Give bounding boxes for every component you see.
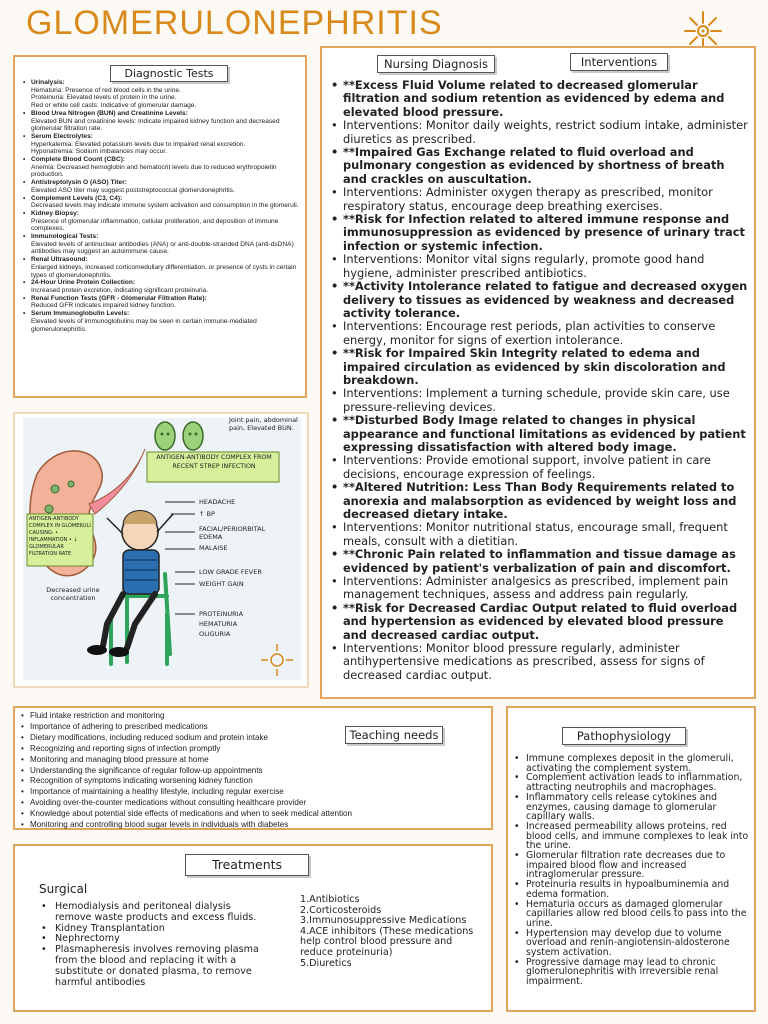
medical-item: 4.ACE inhibitors (These medications help control blood pressure and reduce proteinuria) — [300, 925, 474, 958]
pathophysiology-heading: Pathophysiology — [562, 727, 686, 745]
page-title: GLOMERULONEPHRITIS — [26, 4, 443, 42]
patho-item: • Hypertension may develop due to volume overload and renin-angiotensin-aldosterone system activation. — [512, 929, 750, 958]
nursing-diagnosis-panel — [320, 46, 756, 699]
symptom-weight-gain: WEIGHT GAIN — [199, 580, 244, 588]
nursing-item: • Interventions: Provide emotional support, involve patient in care decisions, encourage expression of feelings. — [328, 454, 748, 481]
diagnostic-line: • Renal Ultrasound: — [22, 256, 300, 264]
nursing-item: • **Disturbed Body Image related to changes in physical appearance and functional limitations as evidenced by patient expressing dissatisfaction with altered body image. — [328, 414, 748, 454]
nursing-item: • **Risk for Impaired Skin Integrity related to edema and impaired circulation as evidenced by skin discoloration and breakdown. — [328, 347, 748, 387]
pathophysiology-list — [512, 754, 750, 987]
surgical-label: Surgical — [39, 882, 88, 896]
patho-item: • Complement activation leads to inflammation, attracting neutrophils and macrophages. — [512, 773, 750, 792]
diagnostic-line: Elevated levels of immunoglobulins may be seen in certain immune-mediated glomerulonephritis. — [31, 317, 257, 333]
antigen-complex-label: ANTIGEN-ANTIBODY COMPLEX FROM RECENT STREP INFECTION — [156, 454, 272, 470]
symptom-malaise: MALAISE — [199, 544, 228, 552]
diagnostic-line: Reduced GFR indicates impaired kidney function. — [31, 302, 176, 310]
symptom-hematuria: HEMATURIA — [199, 620, 238, 628]
joint-pain-label: Joint pain, abdominal pain, Elevated BUN. — [229, 416, 298, 432]
diagnostic-line: • Renal Function Tests (GFR - Glomerular Filtration Rate): — [22, 295, 300, 303]
diagnostic-tests-heading: Diagnostic Tests — [110, 65, 228, 82]
teaching-item: • Dietary modifications, including reduced sodium and protein intake — [20, 733, 352, 744]
patho-item: • Immune complexes deposit in the glomeruli, activating the complement system. — [512, 754, 750, 773]
symptom-bp: ↑ BP — [199, 510, 215, 518]
teaching-item: • Importance of maintaining a healthy lifestyle, including regular exercise — [20, 787, 352, 798]
illustration-panel — [13, 412, 309, 688]
teaching-item: • Understanding the significance of regular follow-up appointments — [20, 766, 352, 777]
diagnostic-line: Red or white cell casts: Indicative of glomerular damage. — [31, 102, 197, 110]
nursing-item: • Interventions: Implement a turning schedule, provide skin care, use pressure-relieving devices. — [328, 387, 748, 414]
diagnostic-line: Elevated levels of antinuclear antibodies (ANA) or anti-double-stranded DNA (anti-dsDNA) antibodies may suggest an autoimmune cause. — [31, 240, 294, 256]
diagnostic-line: Elevated BUN and creatinine levels: Indicate impaired kidney function and decreased glomerular filtration rate. — [31, 117, 280, 133]
medical-list — [300, 895, 480, 969]
patho-item: • Increased permeability allows proteins, red blood cells, and immune complexes to leak into the urine. — [512, 822, 750, 851]
nursing-item: • **Excess Fluid Volume related to decreased glomerular filtration and sodium retention as evidenced by edema and elevated blood pressure. — [328, 79, 748, 119]
nursing-item: • Interventions: Monitor vital signs regularly, promote good hand hygiene, administer prescribed antibiotics. — [328, 253, 748, 280]
nursing-diagnosis-list — [328, 79, 748, 682]
nursing-item: • **Impaired Gas Exchange related to fluid overload and pulmonary congestion as evidenced by shortness of breath and crackles on auscultation. — [328, 146, 748, 186]
teaching-item: • Importance of adhering to prescribed medications — [20, 722, 352, 733]
patho-item: • Hematuria occurs as damaged glomerular capillaries allow red blood cells to pass into the urine. — [512, 900, 750, 929]
diagnostic-line: • Serum Electrolytes: — [22, 133, 300, 141]
teaching-item: • Recognition of symptoms indicating worsening kidney function — [20, 776, 352, 787]
pathophysiology-panel — [506, 706, 756, 1012]
medical-item: 5.Diuretics — [300, 957, 352, 969]
symptom-headache: HEADACHE — [199, 498, 236, 506]
teaching-needs-heading: Teaching needs — [345, 726, 443, 744]
teaching-item: • Monitoring and managing blood pressure at home — [20, 755, 352, 766]
nursing-item: • Interventions: Encourage rest periods, plan activities to conserve energy, monitor for signs of exertion intolerance. — [328, 320, 748, 347]
teaching-needs-panel — [13, 706, 493, 830]
nursing-item: • **Altered Nutrition: Less Than Body Requirements related to anorexia and malabsorption as evidenced by weight loss and decreased dietary intake. — [328, 481, 748, 521]
symptom-fever: LOW GRADE FEVER — [199, 568, 262, 576]
diagnostic-line: Decreased levels may indicate immune system activation and consumption in the glomeruli. — [31, 202, 299, 210]
symptom-proteinuria: PROTEINURIA — [199, 610, 244, 618]
diagnostic-line: Enlarged kidneys, increased corticomedullary differentiation, or presence of cysts in certain types of glomerulonephritis. — [31, 263, 297, 279]
diagnostic-line: • Immunological Tests: — [22, 233, 300, 241]
patho-item: • Progressive damage may lead to chronic glomerulonephritis with irreversible renal impairment. — [512, 958, 750, 987]
symptom-oliguria: OLIGURIA — [199, 630, 231, 638]
urine-label: Decreased urine concentration — [46, 586, 100, 602]
diagnostic-line: • Complete Blood Count (CBC): — [22, 156, 300, 164]
nursing-item: • Interventions: Monitor daily weights, restrict sodium intake, administer diuretics as prescribed. — [328, 119, 748, 146]
diagnostic-line: • Urinalysis: — [22, 79, 300, 87]
teaching-item: • Fluid intake restriction and monitoring — [20, 711, 352, 722]
diagnostic-tests-list — [22, 79, 300, 333]
surgical-list — [33, 902, 269, 988]
nursing-diagnosis-heading: Nursing Diagnosis — [377, 55, 495, 73]
diagnostic-line: • Blood Urea Nitrogen (BUN) and Creatinine Levels: — [22, 110, 300, 118]
diagnostic-line: Hematuria: Presence of red blood cells in the urine. — [31, 86, 181, 94]
nursing-item: • **Chronic Pain related to inflammation and tissue damage as evidenced by patient's verbalization of pain and discomfort. — [328, 548, 748, 575]
diagnostic-line: • Serum Immunoglobulin Levels: — [22, 310, 300, 318]
diagnostic-line: Hyponatremia: Sodium imbalances may occur. — [31, 148, 167, 156]
diagnostic-line: Proteinuria: Elevated levels of protein in the urine. — [31, 94, 177, 102]
nursing-item: • **Activity Intolerance related to fatigue and decreased oxygen delivery to tissues as evidenced by weakness and decreased activity tolerance. — [328, 280, 748, 320]
treatments-panel — [13, 844, 493, 1012]
teaching-needs-list — [20, 711, 352, 831]
surgical-item: • Plasmapheresis involves removing plasma from the blood and replacing it with a substitute or donated plasma, to remove harmful antibodies — [33, 945, 269, 988]
diagnostic-line: Hyperkalemia: Elevated potassium levels due to impaired renal excretion. — [31, 140, 246, 148]
diagnostic-line: Elevated ASO titer may suggest poststreptococcal glomerulonephritis. — [31, 186, 235, 194]
diagnostic-line: Anemia: Decreased hemoglobin and hematocrit levels due to reduced erythropoietin production. — [31, 163, 277, 179]
symptom-edema: FACIAL/PERIORBITAL EDEMA — [199, 525, 266, 541]
diagnostic-tests-panel — [13, 55, 307, 398]
nursing-item: • Interventions: Administer analgesics as prescribed, implement pain management techniques, assess and address pain regularly. — [328, 575, 748, 602]
diagnostic-line: • Complement Levels (C3, C4): — [22, 195, 300, 203]
glomeruli-complex-label: ANTIGEN-ANTIBODY COMPLEX IN GLOMERULI CAUSING: • INFLAMMATION • ↓ GLOMERULAR FILTRATION RATE — [29, 516, 91, 557]
nursing-item: • Interventions: Monitor nutritional status, encourage small, frequent meals, consult with a dietitian. — [328, 521, 748, 548]
teaching-item: • Knowledge about potential side effects of medications and when to seek medical attention — [20, 809, 352, 820]
diagnostic-line: • Antistreptolysin O (ASO) Titer: — [22, 179, 300, 187]
patho-item: • Glomerular filtration rate decreases due to impaired blood flow and increased intraglomerular pressure. — [512, 851, 750, 880]
teaching-item: • Monitoring and controlling blood sugar levels in individuals with diabetes — [20, 820, 352, 831]
diagnostic-line: Presence of glomerular inflammation, cellular proliferation, and deposition of immune complexes. — [31, 217, 279, 233]
medical-item: 3.Immunosuppressive Medications — [300, 915, 467, 927]
surgical-item: • Kidney Transplantation — [33, 924, 269, 935]
teaching-item: • Recognizing and reporting signs of infection promptly — [20, 744, 352, 755]
surgical-item: • Hemodialysis and peritoneal dialysis remove waste products and excess fluids. — [33, 902, 269, 924]
nursing-item: • **Risk for Infection related to altered immune response and immunosuppression as evidenced by presence of urinary tract infection or systemic infection. — [328, 213, 748, 253]
surgical-item: • Nephrectomy — [33, 934, 269, 945]
patho-item: • Inflammatory cells release cytokines and enzymes, causing damage to glomerular capillary walls. — [512, 793, 750, 822]
medical-item: 2.Corticosteroids — [300, 904, 382, 916]
diagnostic-line: Increased protein excretion, indicating significant proteinuria. — [31, 286, 209, 294]
nursing-item: • **Risk for Decreased Cardiac Output related to fluid overload and hypertension as evidenced by elevated blood pressure and decreased cardiac output. — [328, 602, 748, 642]
patho-item: • Proteinuria results in hypoalbuminemia and edema formation. — [512, 880, 750, 899]
nursing-item: • Interventions: Administer oxygen therapy as prescribed, monitor respiratory status, encourage deep breathing exercises. — [328, 186, 748, 213]
interventions-heading: Interventions — [570, 53, 668, 71]
nursing-item: • Interventions: Monitor blood pressure regularly, administer antihypertensive medications as prescribed, assess for signs of decreased cardiac output. — [328, 642, 748, 682]
medical-item: 1.Antibiotics — [300, 894, 360, 905]
treatments-heading: Treatments — [185, 854, 309, 876]
teaching-item: • Avoiding over-the-counter medications without consulting healthcare provider — [20, 798, 352, 809]
diagnostic-line: • Kidney Biopsy: — [22, 210, 300, 218]
diagnostic-line: • 24-Hour Urine Protein Collection: — [22, 279, 300, 287]
